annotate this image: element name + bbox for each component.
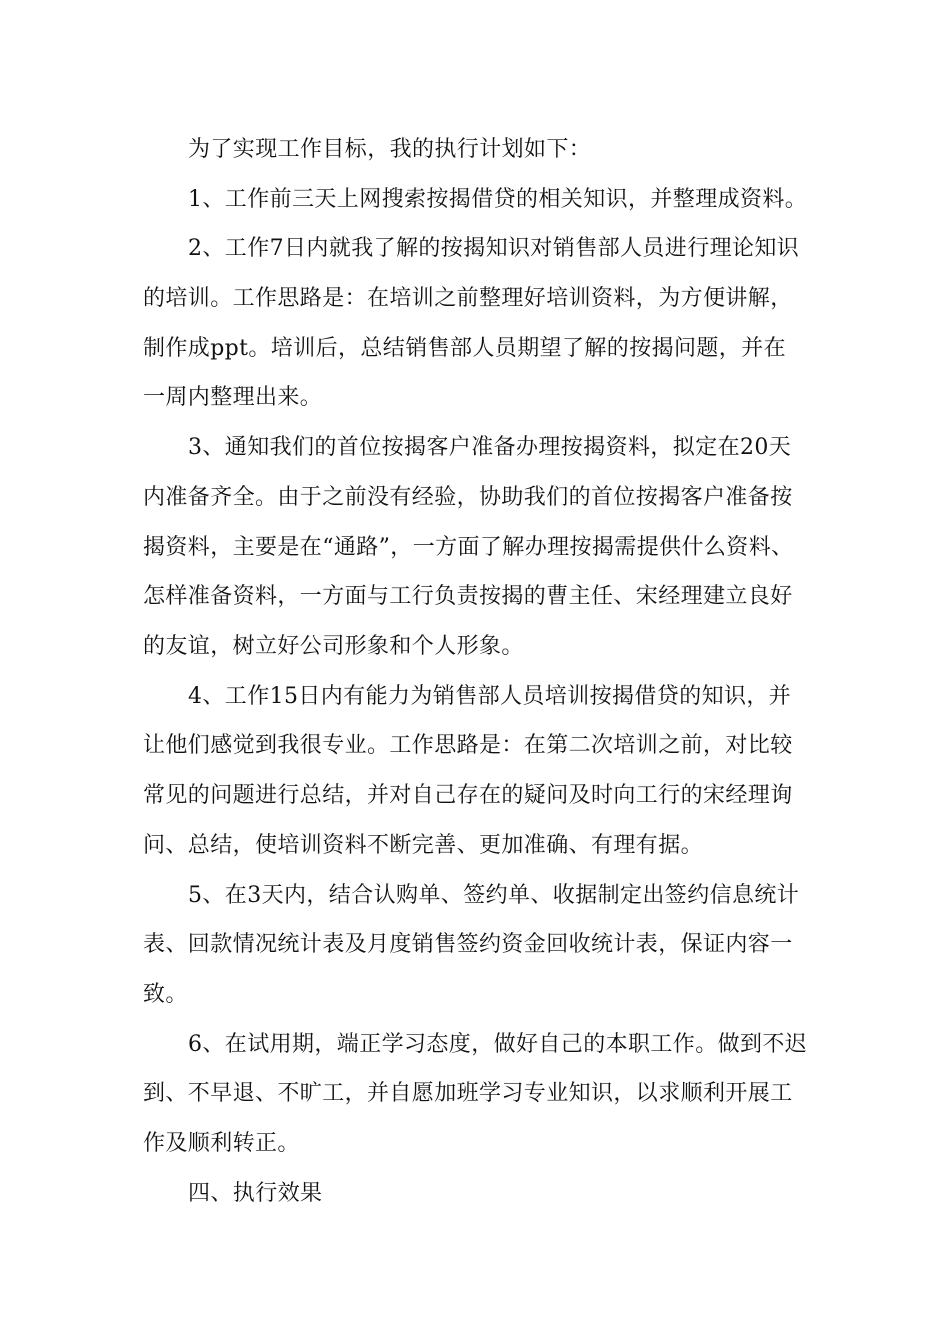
text-line: 1、工作前三天上网搜索按揭借贷的相关知识，并整理成资料。	[188, 187, 808, 212]
text-line: 怎样准备资料，一方面与工行负责按揭的曹主任、宋经理建立良好	[143, 584, 793, 609]
section-heading: 四、执行效果	[188, 1181, 323, 1206]
text-line: 3、通知我们的首位按揭客户准备办理按揭资料，拟定在20天	[188, 435, 792, 460]
text-line: 让他们感觉到我很专业。工作思路是：在第二次培训之前，对比较	[143, 733, 793, 758]
text-line: 4、工作15日内有能力为销售部人员培训按揭借贷的知识，并	[188, 684, 792, 709]
text-line: 的友谊，树立好公司形象和个人形象。	[143, 634, 524, 659]
text-line: 作及顺利转正。	[143, 1131, 300, 1156]
text-line: 到、不早退、不旷工，并自愿加班学习专业知识，以求顺利开展工	[143, 1081, 793, 1106]
text-line: 6、在试用期，端正学习态度，做好自己的本职工作。做到不迟	[188, 1032, 808, 1057]
text-line: 揭资料，主要是在“通路”，一方面了解办理按揭需提供什么资料、	[143, 535, 794, 560]
text-line: 一周内整理出来。	[143, 385, 323, 410]
text-line: 表、回款情况统计表及月度销售签约资金回收统计表，保证内容一	[143, 932, 793, 957]
text-line: 为了实现工作目标，我的执行计划如下：	[188, 137, 592, 162]
text-line: 5、在3天内，结合认购单、签约单、收据制定出签约信息统计	[188, 883, 800, 908]
text-line: 致。	[143, 982, 188, 1007]
text-line: 内准备齐全。由于之前没有经验，协助我们的首位按揭客户准备按	[143, 485, 793, 510]
text-line: 问、总结，使培训资料不断完善、更加准确、有理有据。	[143, 833, 704, 858]
text-line: 常见的问题进行总结，并对自己存在的疑问及时向工行的宋经理询	[143, 783, 793, 808]
text-line: 的培训。工作思路是：在培训之前整理好培训资料，为方便讲解，	[143, 286, 793, 311]
text-line: 制作成ppt。培训后，总结销售部人员期望了解的按揭问题，并在	[143, 336, 787, 361]
text-line: 2、工作7日内就我了解的按揭知识对销售部人员进行理论知识	[188, 236, 800, 261]
